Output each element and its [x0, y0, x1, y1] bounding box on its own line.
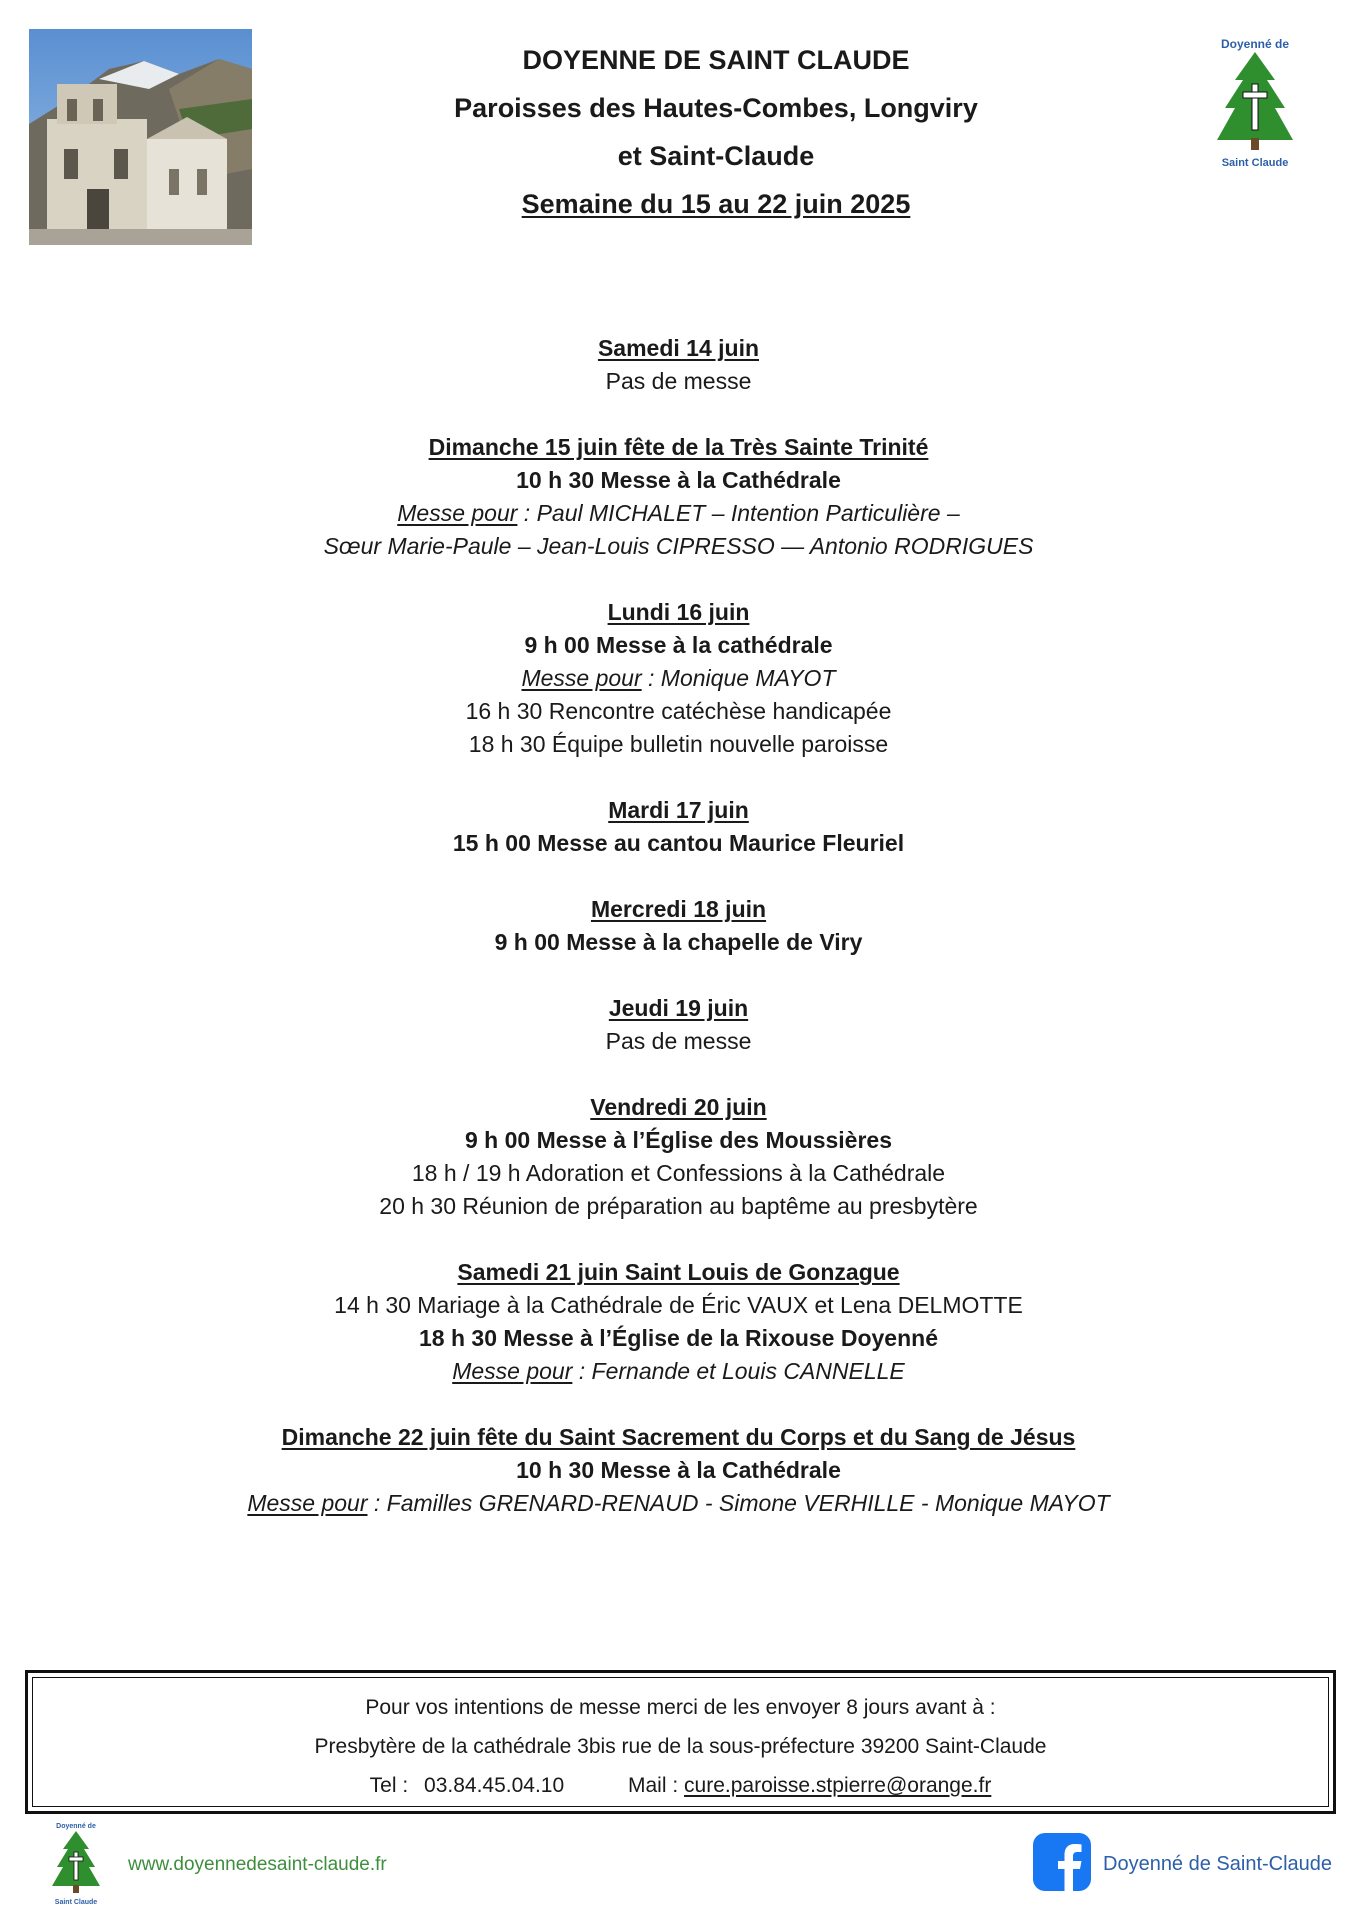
header-title-block: [300, 36, 1132, 228]
schedule-line: Pas de messe: [605, 368, 752, 394]
mass-line: 9 h 00 Messe à l’Église des Moussières: [465, 1127, 892, 1153]
deanery-title: DOYENNE DE SAINT CLAUDE: [522, 45, 910, 75]
parishes-title-cont: et Saint-Claude: [617, 141, 815, 171]
mass-line: 10 h 30 Messe à la Cathédrale: [516, 1457, 841, 1483]
day-heading: Samedi 21 juin Saint Louis de Gonzague: [457, 1259, 900, 1285]
website-link[interactable]: www.doyennedesaint-claude.fr: [128, 1854, 387, 1875]
schedule-line: 18 h / 19 h Adoration et Confessions à la Cathédrale: [411, 1160, 946, 1186]
logo-top-text: Doyenné de: [1220, 37, 1290, 51]
facebook-page-label[interactable]: Doyenné de Saint-Claude: [1103, 1853, 1333, 1875]
mass-line: 9 h 00 Messe à la chapelle de Viry: [494, 929, 863, 955]
day-heading: Samedi 14 juin: [597, 335, 760, 361]
mass-intention-text: : Paul MICHALET – Intention Particulière –: [517, 500, 960, 526]
schedule-line: 18 h 30 Équipe bulletin nouvelle paroisse: [468, 731, 889, 757]
mass-intention-cont: Sœur Marie-Paule – Jean-Louis CIPRESSO — Antonio RODRIGUES: [323, 533, 1034, 559]
day-heading: Vendredi 20 juin: [590, 1094, 767, 1120]
footer-logo-bottom-text: Saint Claude: [54, 1899, 98, 1906]
tel-label: Tel :: [369, 1774, 409, 1797]
mail-link[interactable]: cure.paroisse.stpierre@orange.fr: [684, 1774, 992, 1797]
mass-intention-text: : Fernande et Louis CANNELLE: [572, 1358, 905, 1384]
week-title: Semaine du 15 au 22 juin 2025: [521, 189, 911, 219]
mail-label: Mail :: [628, 1774, 679, 1797]
contact-line: [33, 1766, 1328, 1805]
day-heading: Mardi 17 juin: [608, 797, 749, 823]
schedule-line: 14 h 30 Mariage à la Cathédrale de Éric VAUX et Lena DELMOTTE: [334, 1292, 1023, 1318]
mass-intention: [60, 1487, 1297, 1520]
mass-intention-label: Messe pour: [521, 665, 642, 691]
contact-info-box: [25, 1670, 1336, 1814]
mass-line: 18 h 30 Messe à l’Église de la Rixouse Doyenné: [418, 1325, 938, 1351]
mass-intention-text: : Monique MAYOT: [641, 665, 836, 691]
facebook-icon[interactable]: [1033, 1833, 1091, 1891]
mass-intention-label: Messe pour: [397, 500, 518, 526]
deanery-logo: [1205, 32, 1305, 182]
cross-icon: [1252, 84, 1258, 130]
footer-logo-top-text: Doyenné de: [56, 1823, 96, 1830]
mass-line: 15 h 00 Messe au cantou Maurice Fleuriel: [452, 830, 905, 856]
intention-instructions: Pour vos intentions de messe merci de les envoyer 8 jours avant à :: [365, 1696, 996, 1719]
mass-intention: [60, 662, 1297, 695]
weekly-schedule: [60, 332, 1297, 1520]
mass-line: 10 h 30 Messe à la Cathédrale: [516, 467, 841, 493]
cross-icon: [74, 1852, 78, 1880]
logo-bottom-text: Saint Claude: [1221, 157, 1289, 169]
tel-number[interactable]: 03.84.45.04.10: [424, 1774, 565, 1797]
footer-deanery-logo: [44, 1820, 108, 1908]
day-heading: Dimanche 22 juin fête du Saint Sacrement du Corps et du Sang de Jésus: [281, 1424, 1076, 1450]
schedule-line: Pas de messe: [605, 1028, 752, 1054]
mass-line: 9 h 00 Messe à la cathédrale: [524, 632, 833, 658]
schedule-line: 20 h 30 Réunion de préparation au baptême au presbytère: [379, 1193, 978, 1219]
schedule-line: 16 h 30 Rencontre catéchèse handicapée: [465, 698, 892, 724]
day-heading: Mercredi 18 juin: [590, 896, 767, 922]
mass-intention-label: Messe pour: [452, 1358, 573, 1384]
mass-intention: [60, 1355, 1297, 1388]
cathedral-photo: [29, 29, 252, 245]
day-heading: Dimanche 15 juin fête de la Très Sainte Trinité: [428, 434, 929, 460]
mass-intention-text: : Familles GRENARD-RENAUD - Simone VERHILLE - Monique MAYOT: [367, 1490, 1110, 1516]
mass-intention-label: Messe pour: [247, 1490, 368, 1516]
day-heading: Jeudi 19 juin: [608, 995, 749, 1021]
mass-intention: [60, 497, 1297, 530]
day-heading: Lundi 16 juin: [607, 599, 750, 625]
presbytery-address: Presbytère de la cathédrale 3bis rue de la sous-préfecture 39200 Saint-Claude: [314, 1735, 1047, 1758]
parishes-title: Paroisses des Hautes-Combes, Longviry: [454, 93, 978, 123]
